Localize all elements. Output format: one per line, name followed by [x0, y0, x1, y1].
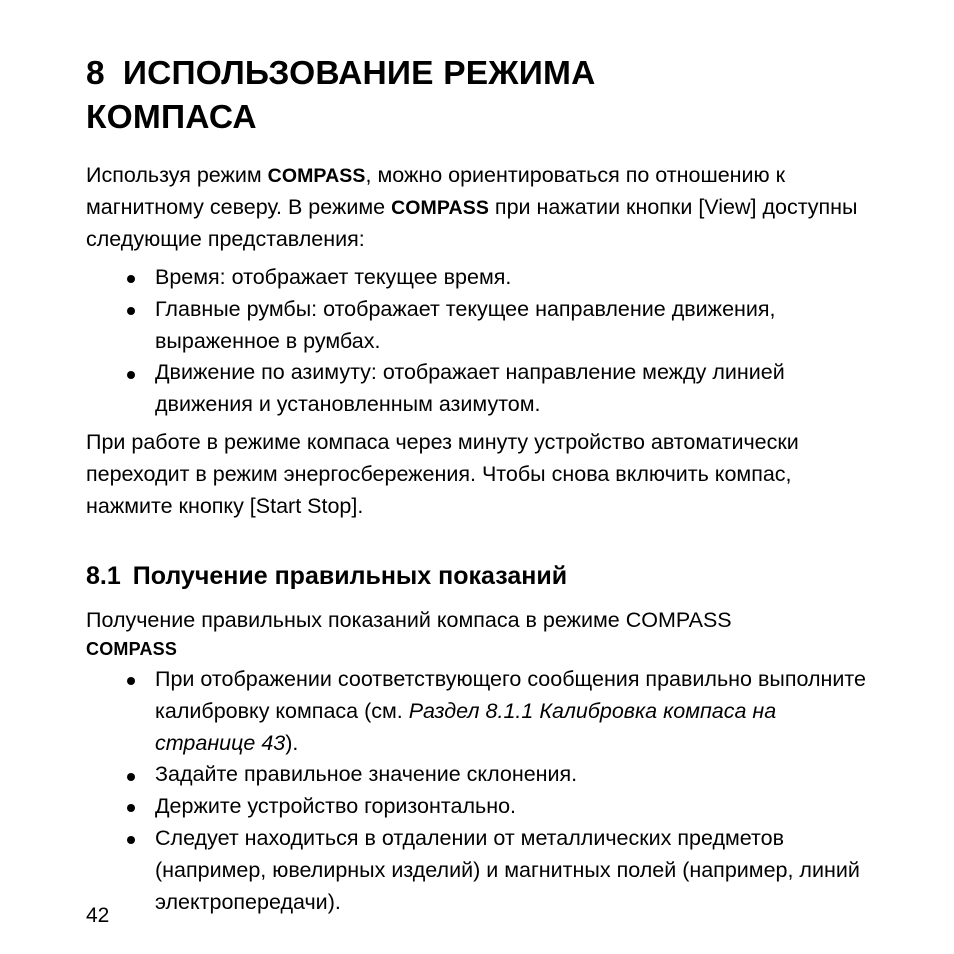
cross-reference-link[interactable]: Раздел 8.1.1 Калибровка компаса на странице 43 — [155, 698, 777, 755]
list-item — [86, 791, 876, 823]
section-heading — [86, 560, 876, 593]
list-item-label-suffix: ). — [285, 730, 299, 755]
page-content — [86, 52, 876, 918]
compass-mode-label-3: COMPASS — [86, 638, 178, 659]
list-item-label: Главные румбы: отображает текущее направление движения, выраженное в румбах. — [155, 296, 776, 353]
list-item — [86, 294, 876, 358]
chapter-number: 8 — [86, 55, 105, 92]
power-saving-paragraph: При работе в режиме компаса через минуту устройство автоматически переходит в режим энергосбережения. Чтобы снова включить компас, нажмите кнопку [Start Stop]. — [86, 429, 799, 518]
bullet-icon — [127, 677, 135, 685]
list-item — [86, 357, 876, 421]
list-item-label: При отображении соответствующего сообщения правильно выполните калибровку компаса (см. — [155, 666, 866, 723]
tips-list — [86, 664, 876, 919]
list-item-label: Держите устройство горизонтально. — [155, 794, 516, 819]
chapter-title-text: ИСПОЛЬЗОВАНИЕ РЕЖИМА КОМПАСА — [86, 55, 596, 137]
page-number: 42 — [86, 904, 110, 927]
intro-text-part1: Используя режим — [86, 163, 268, 188]
bullet-icon — [127, 371, 135, 379]
bullet-icon — [127, 836, 135, 844]
bullet-icon — [127, 307, 135, 315]
intro-paragraph — [86, 160, 876, 255]
chapter-heading — [86, 52, 726, 140]
intro-text-part3: при нажатии кнопки [View] доступны следующие представления: — [86, 195, 858, 252]
compass-mode-label-2: COMPASS — [391, 197, 489, 220]
views-list — [86, 262, 876, 421]
list-item-label: Время: отображает текущее время. — [155, 264, 512, 289]
bullet-icon — [127, 275, 135, 283]
bullet-icon — [127, 804, 135, 812]
section-lead-paragraph: Получение правильных показаний компаса в режиме COMPASS — [86, 607, 732, 632]
spacer — [86, 522, 876, 560]
section-title-text: Получение правильных показаний — [132, 562, 568, 591]
list-item — [86, 823, 876, 918]
bullet-icon — [127, 773, 135, 781]
intro-text-part2: , можно ориентироваться по отношению к магнитному северу. В режиме — [86, 163, 786, 220]
list-item — [86, 664, 876, 759]
compass-mode-label-1: COMPASS — [267, 165, 366, 188]
list-item-label: Движение по азимуту: отображает направление между линией движения и установленным азимутом. — [155, 360, 785, 417]
list-item-label: Следует находиться в отдалении от металлических предметов (например, ювелирных изделий) и магнитных полей (например, линий электропередачи). — [155, 825, 860, 914]
list-item-label: Задайте правильное значение склонения. — [155, 762, 578, 787]
list-item — [86, 759, 876, 791]
list-item — [86, 262, 876, 294]
section-number: 8.1 — [86, 562, 121, 591]
